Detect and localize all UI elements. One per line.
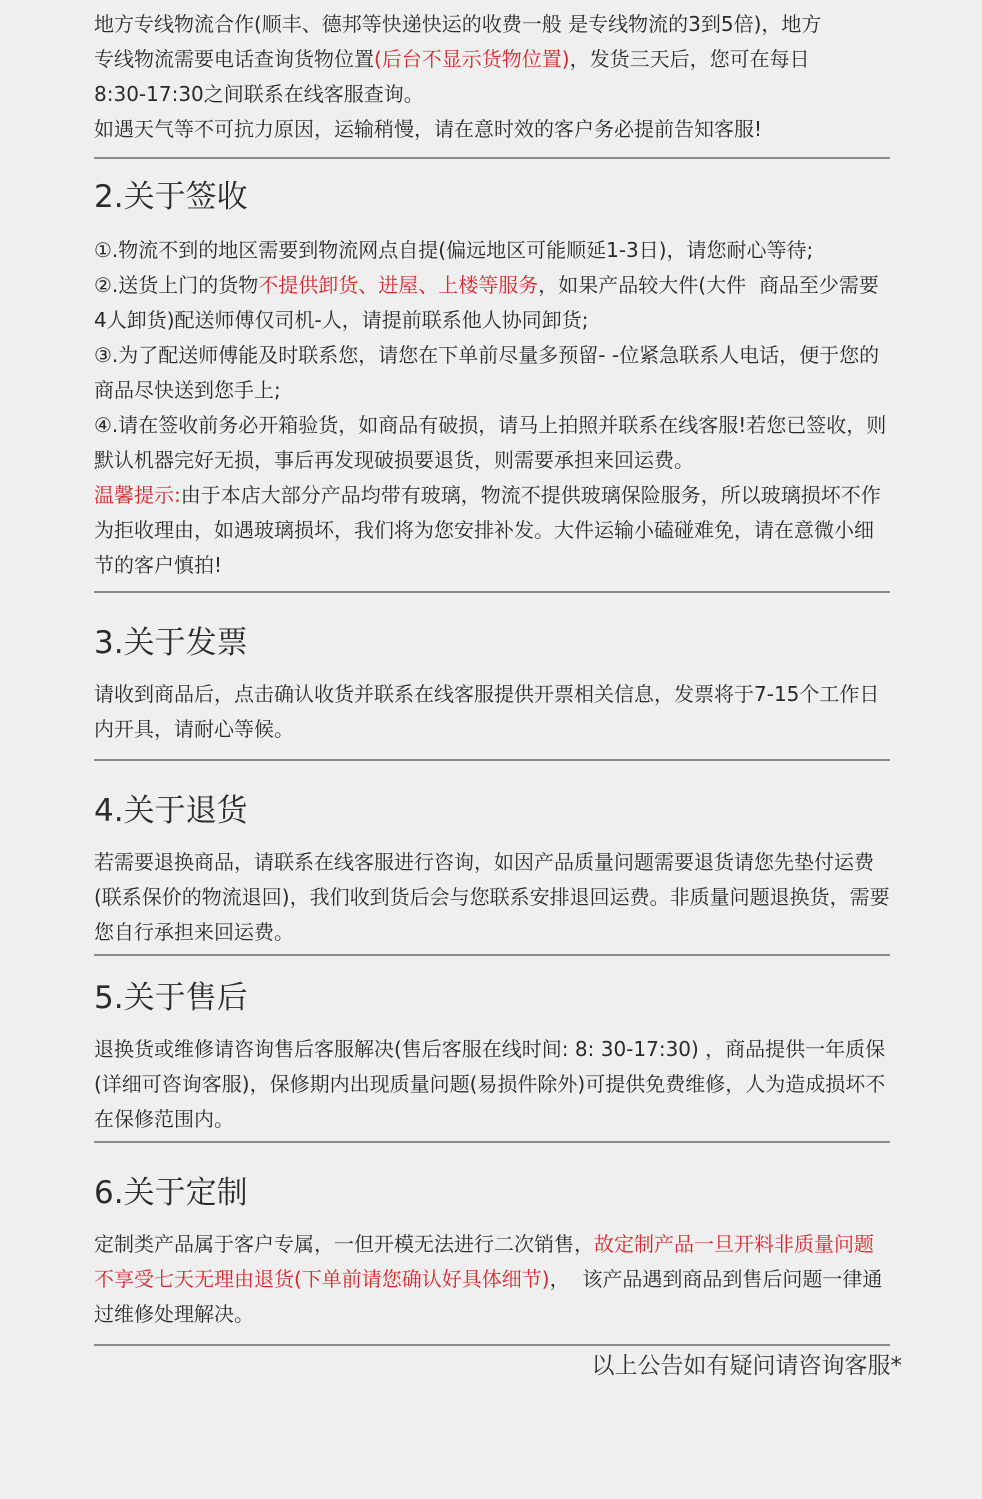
intro-line-2-highlight: (后台不显示货物位置) (374, 47, 570, 71)
receipt-item-3: ③.为了配送师傅能及时联系您，请您在下单前尽量多预留- -位紧急联系人电话，便于您的商品尽快送到您手上; (94, 343, 880, 402)
section-divider (94, 591, 890, 593)
receipt-tip (94, 478, 890, 583)
custom-section (94, 1173, 890, 1332)
invoice-heading: 3.关于发票 (94, 625, 248, 661)
custom-heading: 6.关于定制 (94, 1175, 248, 1211)
receipt-item-2 (94, 268, 890, 338)
custom-text (94, 1227, 890, 1332)
invoice-section (94, 623, 890, 747)
after-sales-section (94, 978, 890, 1137)
receipt-tip-label: 温馨提示: (94, 483, 181, 507)
receipt-item-2-rest: ，如果产品较大件(大件 商品至少需要4人卸货)配送师傅仅司机-人，请提前联系他人协同卸货; (94, 273, 879, 332)
footer-note: 以上公告如有疑问请咨询客服* (591, 1353, 902, 1379)
section-divider (94, 1141, 890, 1143)
invoice-text: 请收到商品后，点击确认收货并联系在线客服提供开票相关信息，发票将于7-15个工作日内开具，请耐心等候。 (94, 682, 880, 741)
section-divider (94, 954, 890, 956)
receipt-item-1: ①.物流不到的地区需要到物流网点自提(偏远地区可能顺延1-3日)，请您耐心等待; (94, 238, 814, 262)
receipt-tip-text: 由于本店大部分产品均带有玻璃，物流不提供玻璃保险服务，所以玻璃损坏不作为拒收理由，如遇玻璃损坏，我们将为您安排补发。大件运输小磕碰难免，请在意微小细节的客户慎拍! (94, 483, 881, 577)
intro-line-3: 8:30-17:30之间联系在线客服查询。 (94, 82, 424, 106)
custom-text-rest: ， 该产品遇到商品到售后问题一律通过维修处理解决。 (94, 1267, 883, 1326)
section-divider (94, 1344, 890, 1346)
after-sales-heading: 5.关于售后 (94, 980, 248, 1016)
receipt-heading: 2.关于签收 (94, 179, 248, 215)
returns-heading: 4.关于退货 (94, 793, 248, 829)
custom-text-highlight: 故定制产品一旦开料非质量问题不享受七天无理由退货(下单前请您确认好具体细节) (94, 1232, 874, 1291)
intro-line-2 (94, 42, 890, 77)
returns-text: 若需要退换商品，请联系在线客服进行咨询，如因产品质量问题需要退货请您先垫付运费(联系保价的物流退回)，我们收到货后会与您联系安排退回运费。非质量问题退换货，需要您自行承担来回运费。 (94, 850, 890, 944)
section-divider (94, 759, 890, 761)
returns-section (94, 791, 890, 950)
receipt-item-4: ④.请在签收前务必开箱验货，如商品有破损，请马上拍照并联系在线客服!若您已签收，则默认机器完好无损，事后再发现破损要退货，则需要承担来回运费。 (94, 413, 887, 472)
section-divider (94, 157, 890, 159)
intro-line-4: 如遇天气等不可抗力原因，运输稍慢，请在意时效的客户务必提前告知客服! (94, 117, 763, 141)
announcement-content (94, 0, 890, 1346)
intro-line-2-rest: ，发货三天后，您可在每日 (569, 47, 810, 71)
intro-line-2-text: 专线物流需要电话查询货物位置 (94, 47, 374, 71)
receipt-item-2-text: ②.送货上门的货物 (94, 273, 259, 297)
after-sales-text: 退换货或维修请咨询售后客服解决(售后客服在线时间: 8: 30-17:30) ，商品提供一年质保(详细可咨询客服)，保修期内出现质量问题(易损件除外)可提供免费维修，人为造成损坏不在保修范围内。 (94, 1037, 886, 1131)
intro-line-1: 地方专线物流合作(顺丰、德邦等快递快运的收费一般 是专线物流的3到5倍)，地方 (94, 12, 822, 36)
shipping-section-tail (94, 0, 890, 147)
receipt-item-2-highlight: 不提供卸货、进屋、上楼等服务 (258, 273, 539, 297)
receipt-section (94, 177, 890, 583)
custom-text-intro: 定制类产品属于客户专属，一但开模无法进行二次销售， (94, 1232, 594, 1256)
